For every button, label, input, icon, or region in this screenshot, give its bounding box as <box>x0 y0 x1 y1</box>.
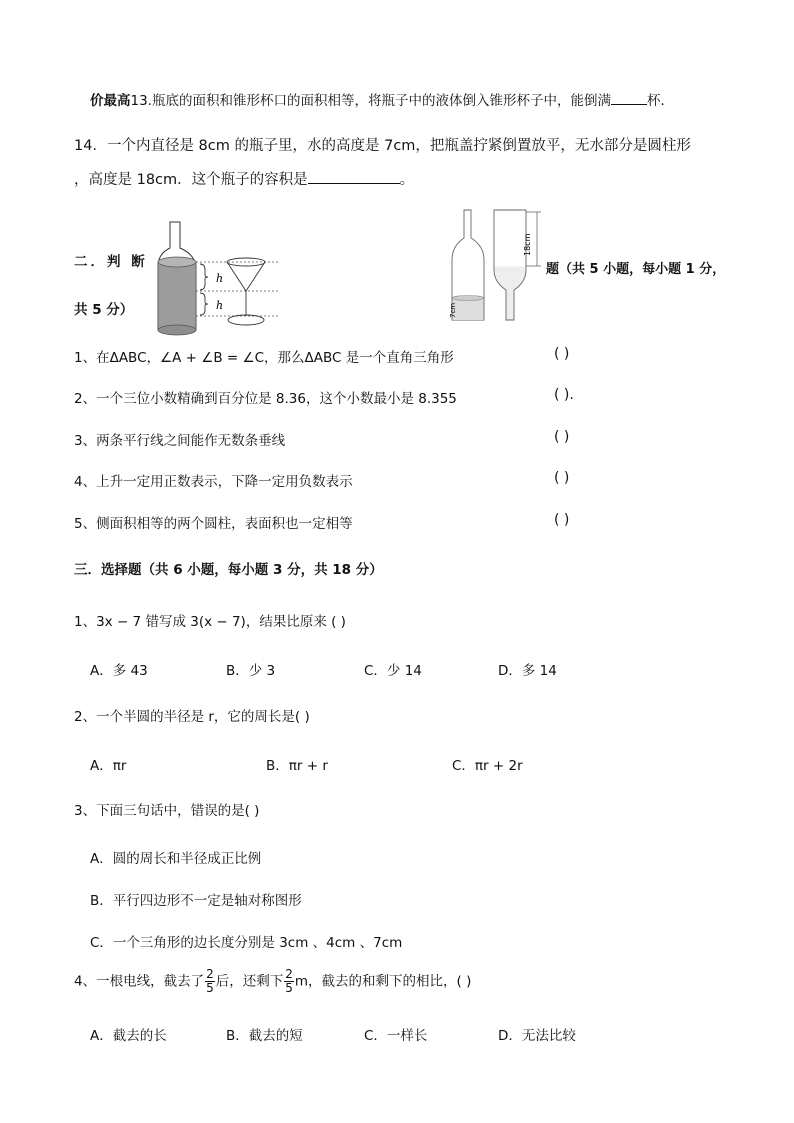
fraction-2-denominator: 5 <box>285 981 293 995</box>
q3-option-a[interactable]: A．圆的周长和半径成正比例 <box>90 851 262 867</box>
question-13-prefix: 价最高 <box>90 93 131 109</box>
choice-question-1: 1、3x − 7 错写成 3(x − 7)，结果比原来 ( ) <box>74 614 346 630</box>
fraction-two-fifths-2 <box>284 968 294 995</box>
section-2-heading-right: 题（共 5 小题，每小题 1 分， <box>546 262 726 277</box>
q4-option-a[interactable]: A．截去的长 <box>90 1028 167 1044</box>
judge-answer-3[interactable]: ( ) <box>554 429 570 445</box>
choice-question-4 <box>74 968 471 995</box>
judge-answer-1[interactable]: ( ) <box>554 346 570 362</box>
judge-item-4: 4、上升一定用正数表示，下降一定用负数表示 <box>74 474 353 490</box>
fraction-2-numerator: 2 <box>285 967 293 981</box>
q1-option-c[interactable]: C．少 14 <box>364 663 422 679</box>
fraction-1-numerator: 2 <box>206 967 214 981</box>
judge-answer-2[interactable]: ( ). <box>554 387 574 403</box>
q4-option-b[interactable]: B．截去的短 <box>226 1028 303 1044</box>
q1-option-b[interactable]: B．少 3 <box>226 663 276 679</box>
q2-option-a[interactable]: A．πr <box>90 758 127 774</box>
q1-option-a[interactable]: A．多 43 <box>90 663 148 679</box>
fraction-1-denominator: 5 <box>206 981 214 995</box>
judge-answer-4[interactable]: ( ) <box>554 470 570 486</box>
fraction-two-fifths-1 <box>205 968 215 995</box>
question-14-line-2 <box>74 168 414 189</box>
q4-text-a: 4、一根电线，截去了 <box>74 973 205 990</box>
q2-option-c[interactable]: C．πr + 2r <box>452 758 523 774</box>
judge-item-5: 5、侧面积相等的两个圆柱，表面积也一定相等 <box>74 516 353 532</box>
question-13-suffix: 杯． <box>646 93 674 109</box>
bottle-inverted-figure <box>446 206 546 326</box>
question-14-line-1: 14．一个内直径是 8cm 的瓶子里，水的高度是 7cm，把瓶盖拧紧倒置放平，无水部分是圆柱形 <box>74 138 691 154</box>
label-18cm: 18cm <box>523 233 532 256</box>
judge-item-1: 1、在ΔABC，∠A + ∠B = ∠C，那么ΔABC 是一个直角三角形 <box>74 350 454 366</box>
h-label-top: h <box>216 272 224 285</box>
h-label-bottom: h <box>216 299 224 312</box>
q4-option-d[interactable]: D．无法比较 <box>498 1028 576 1044</box>
question-13 <box>90 89 674 109</box>
q2-option-b[interactable]: B．πr + r <box>266 758 328 774</box>
q4-option-c[interactable]: C．一样长 <box>364 1028 428 1044</box>
label-7cm: 7cm <box>449 302 457 318</box>
answer-blank-14[interactable] <box>308 183 400 184</box>
answer-blank-13[interactable] <box>611 104 647 105</box>
choice-question-2: 2、一个半圆的半径是 r，它的周长是( ) <box>74 709 310 725</box>
bottle-cup-figure <box>150 218 290 336</box>
section-3-heading: 三．选择题（共 6 小题，每小题 3 分，共 18 分） <box>74 562 383 578</box>
q4-text-b: 后，还剩下 <box>215 973 284 990</box>
q3-option-b[interactable]: B．平行四边形不一定是轴对称图形 <box>90 893 302 909</box>
judge-item-3: 3、两条平行线之间能作无数条垂线 <box>74 433 286 449</box>
judge-answer-5[interactable]: ( ) <box>554 512 570 528</box>
question-14-text: ，高度是 18cm．这个瓶子的容积是 <box>74 172 308 188</box>
question-14-end: 。 <box>399 172 415 188</box>
judge-item-2: 2、一个三位小数精确到百分位是 8.36，这个小数最小是 8.355 <box>74 391 457 407</box>
q3-option-c[interactable]: C．一个三角形的边长度分别是 3cm 、4cm 、7cm <box>90 935 403 951</box>
q1-option-d[interactable]: D．多 14 <box>498 663 557 679</box>
section-2-heading-left: 二．判 断 <box>74 254 148 270</box>
q4-text-c: m，截去的和剩下的相比，( ) <box>294 973 472 990</box>
question-13-text: 13.瓶底的面积和锥形杯口的面积相等，将瓶子中的液体倒入锥形杯子中，能倒满 <box>130 93 611 109</box>
choice-question-3: 3、下面三句话中，错误的是( ) <box>74 803 260 819</box>
section-2-heading-tail: 共 5 分） <box>74 302 134 318</box>
